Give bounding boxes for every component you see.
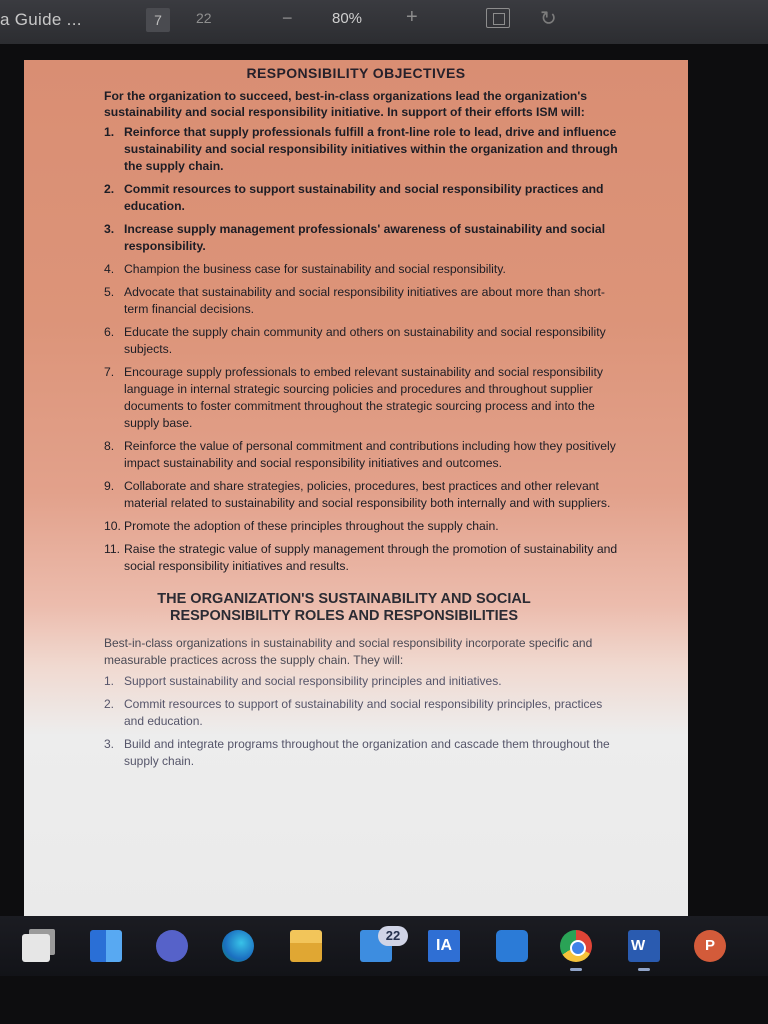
list-item-number: 5. — [104, 285, 115, 299]
edge-icon[interactable] — [222, 930, 254, 962]
total-pages: 22 — [196, 10, 212, 26]
list-item-number: 4. — [104, 262, 115, 276]
list-item — [104, 736, 624, 770]
list-item-number: 1. — [104, 125, 115, 139]
ia-app-icon[interactable]: IA — [428, 930, 460, 962]
list-item-text: Commit resources to support of sustainability and social responsibility principles, practices and education. — [124, 697, 603, 728]
current-page-input[interactable]: 7 — [146, 8, 170, 32]
powerpoint-icon[interactable]: P — [694, 930, 726, 962]
list-item-number: 3. — [104, 737, 115, 751]
fit-page-icon[interactable] — [486, 8, 510, 28]
list-item-text: Reinforce that supply professionals fulfill a front-line role to lead, drive and influence sustainability and social responsibility initiatives within the organization and through the supply chain. — [124, 125, 618, 173]
roles-heading: THE ORGANIZATION'S SUSTAINABILITY AND SOCIAL RESPONSIBILITY ROLES AND RESPONSIBILITIES — [157, 591, 531, 624]
roles-list — [104, 673, 624, 770]
zoom-in-button[interactable]: + — [406, 6, 418, 28]
store-icon[interactable] — [496, 930, 528, 962]
list-item — [104, 124, 624, 175]
objectives-title: RESPONSIBILITY OBJECTIVES — [246, 65, 466, 81]
list-item-text: Champion the business case for sustainability and social responsibility. — [124, 262, 506, 276]
list-item — [104, 541, 624, 575]
list-item — [104, 261, 624, 278]
list-item-text: Increase supply management professionals' awareness of sustainability and social responsibility. — [124, 222, 606, 253]
list-item — [104, 324, 624, 358]
widgets-icon[interactable] — [90, 930, 122, 962]
taskbar — [0, 916, 768, 976]
document-title: a Guide ... — [0, 10, 82, 29]
rotate-icon[interactable]: ↻ — [540, 8, 557, 30]
viewer-toolbar — [0, 0, 768, 44]
list-item — [104, 181, 624, 215]
chrome-active-indicator — [570, 968, 582, 971]
mail-badge: 22 — [378, 926, 408, 946]
list-item-number: 2. — [104, 182, 115, 196]
list-item — [104, 364, 624, 432]
list-item-text: Commit resources to support sustainability and social responsibility practices and education. — [124, 182, 604, 213]
objectives-list — [104, 124, 624, 575]
word-icon[interactable]: W — [628, 930, 660, 962]
list-item-number: 2. — [104, 697, 115, 711]
list-item — [104, 221, 624, 255]
list-item — [104, 673, 624, 690]
list-item-text: Collaborate and share strategies, policies, procedures, best practices and other relevant material related to sustainability and social responsibility both internally and with suppliers. — [124, 479, 611, 510]
chat-icon[interactable] — [156, 930, 188, 962]
list-item-text: Promote the adoption of these principles throughout the supply chain. — [124, 519, 499, 533]
list-item-number: 3. — [104, 222, 115, 236]
list-item — [104, 284, 624, 318]
list-item-number: 11. — [104, 542, 121, 556]
file-explorer-icon[interactable] — [290, 930, 322, 962]
word-active-indicator — [638, 968, 650, 971]
list-item-text: Raise the strategic value of supply management through the promotion of sustainability and social responsibility initiatives and results. — [124, 542, 618, 573]
list-item-text: Encourage supply professionals to embed relevant sustainability and social responsibility language in internal strategic sourcing policies and procedures and throughout supplier documents to foster commitment throughout the strategic sourcing process and into the supply base. — [124, 365, 603, 430]
list-item-text: Support sustainability and social responsibility principles and initiatives. — [124, 674, 502, 688]
list-item — [104, 696, 624, 730]
list-item-number: 6. — [104, 325, 115, 339]
document-page — [24, 60, 688, 926]
list-item — [104, 478, 624, 512]
list-item-number: 9. — [104, 479, 115, 493]
list-item — [104, 518, 624, 535]
objectives-intro: For the organization to succeed, best-in-class organizations lead the organization's sustainability and social responsibility initiative. In support of their efforts ISM will: — [104, 89, 588, 119]
list-item-text: Build and integrate programs throughout the organization and cascade them throughout the supply chain. — [124, 737, 610, 768]
list-item-text: Educate the supply chain community and others on sustainability and social responsibility subjects. — [124, 325, 606, 356]
list-item-number: 8. — [104, 439, 115, 453]
task-view-icon[interactable] — [22, 934, 50, 962]
page-content — [104, 88, 624, 776]
list-item-number: 10. — [104, 519, 121, 533]
list-item-number: 1. — [104, 674, 115, 688]
list-item-text: Advocate that sustainability and social responsibility initiatives are about more than short-term financial decisions. — [124, 285, 605, 316]
list-item-text: Reinforce the value of personal commitment and contributions including how they positively impact sustainability and social responsibility initiatives and outcomes. — [124, 439, 616, 470]
list-item — [104, 438, 624, 472]
zoom-out-button[interactable]: − — [282, 8, 293, 28]
roles-intro: Best-in-class organizations in sustainability and social responsibility incorporate specific and measurable practices across the supply chain. They will: — [104, 636, 593, 667]
list-item-number: 7. — [104, 365, 115, 379]
zoom-level[interactable]: 80% — [332, 10, 363, 27]
chrome-icon[interactable] — [560, 930, 592, 962]
